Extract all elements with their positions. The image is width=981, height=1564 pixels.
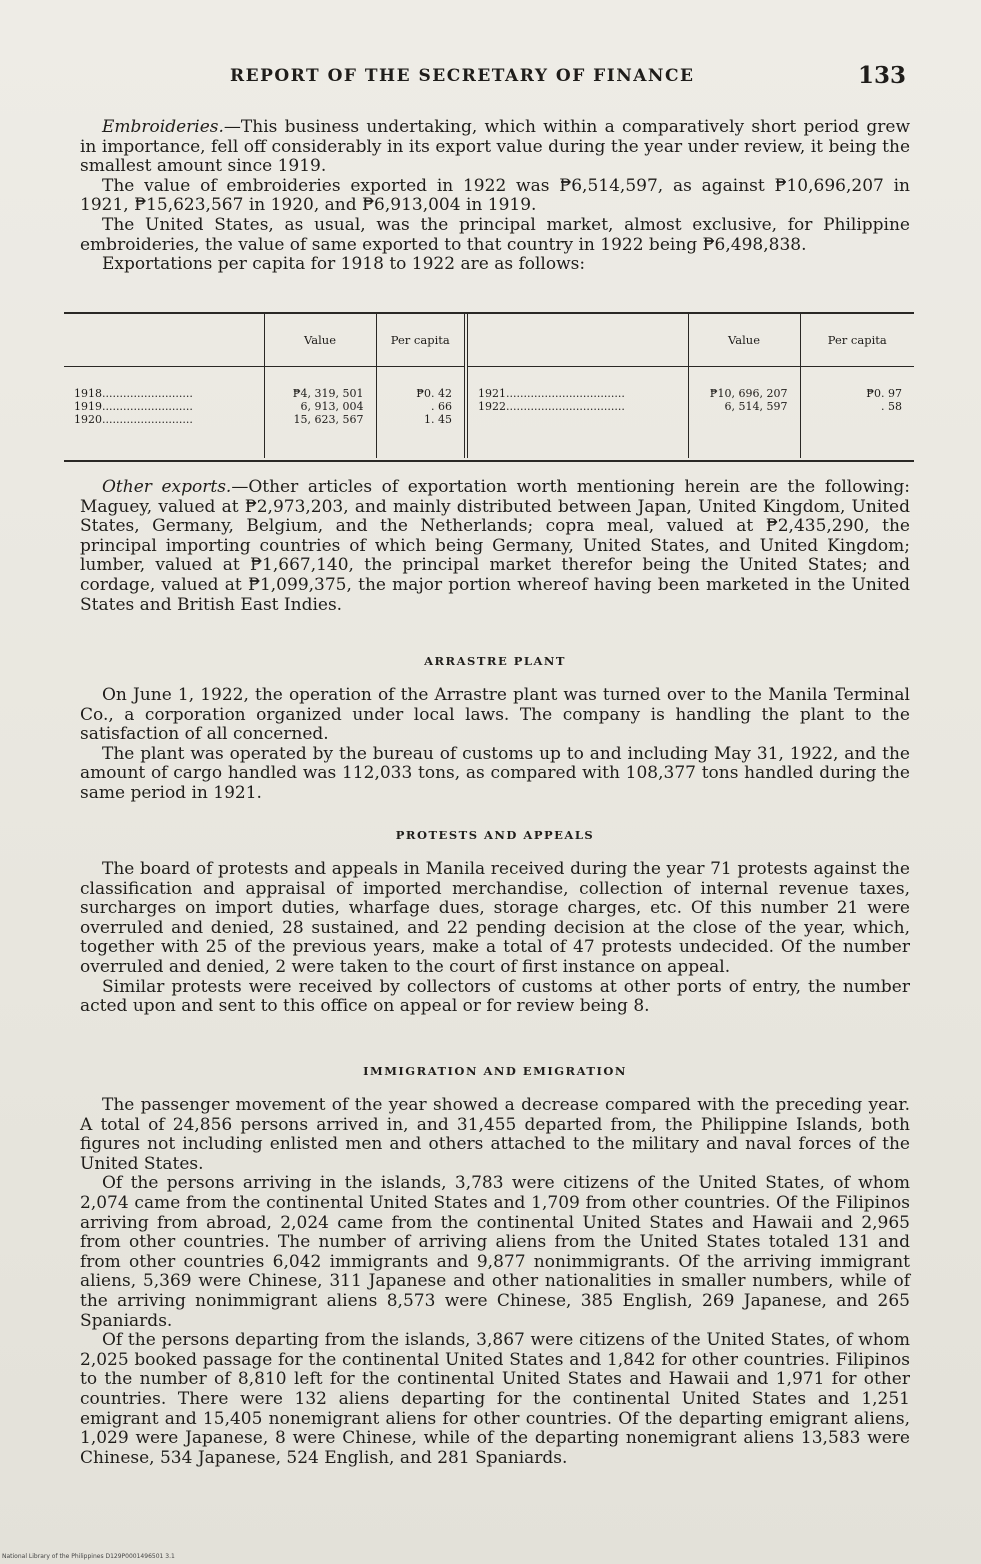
arrastre-paragraph-2: The plant was operated by the bureau of customs up to and including May 31, 1922, and the amount of cargo handled was 112,033 tons, as compared with 108,377 tons handled during the same period in 1921. — [80, 743, 910, 803]
immigration-section — [80, 1096, 910, 1468]
embroideries-section — [80, 118, 910, 275]
protests-paragraph-1: The board of protests and appeals in Manila received during the year 71 protests against the classification and appraisal of imported merchandise, collection of internal revenue taxes, surcharges on import duties, wharfage dues, storage charges, etc. Of this number 21 were overruled and denied, 28 sustained, and 22 pending decision at the close of the year, which, together with 25 of the previous years, make a total of 47 protests undecided. Of the number overruled and denied, 2 were taken to the court of first instance on appeal. — [80, 859, 910, 977]
value-cell: ₱4, 319, 501 — [292, 387, 364, 400]
immigration-paragraph-1: The passenger movement of the year showed a decrease compared with the preceding year. A total of 24,856 persons arrived in, and 31,455 departed from, the Philippine Islands, both figures not including enlisted men and others attached to the military and naval forces of the United States. — [80, 1095, 910, 1174]
immigration-paragraph-2: Of the persons arriving in the islands, 3,783 were citizens of the United States, of whom 2,074 came from the continental United States and 1,709 from other countries. Of the Filipinos arriving from abroad, 2,024 came from the continental United States and Hawaii and 2,965 from other countries. The number of arriving aliens from the United States totaled 131 and from other countries 6,042 immigrants and 9,877 nonimmigrants. Of the arriving immigrant aliens, 5,369 were Chinese, 311 Japanese and other nationalities in smaller numbers, while of the arriving nonimmigrant aliens 8,573 were Chinese, 385 English, 269 Japanese, and 265 Spaniards. — [80, 1173, 910, 1331]
embroideries-paragraph-1: Embroideries.—This business undertaking, which within a comparatively short period grew in importance, fell off considerably in its export value during the year under review, it being the smallest amount since 1919. — [80, 117, 910, 177]
table-header-value-right: Value — [688, 314, 800, 367]
per-capita-value: ₱0. 97 — [866, 387, 902, 400]
per-capita-table — [64, 312, 914, 462]
value-cell: 6, 514, 597 — [724, 400, 788, 413]
arrastre-heading: ARRASTRE PLANT — [424, 654, 566, 668]
left-per-capita-cell — [376, 367, 466, 459]
left-values-cell — [264, 367, 376, 459]
per-capita-value: ₱0. 42 — [416, 387, 452, 400]
table-header-value-left: Value — [264, 314, 376, 367]
value-cell: ₱10, 696, 207 — [709, 387, 788, 400]
arrastre-section — [80, 686, 910, 804]
page-number: 133 — [857, 62, 906, 89]
page-header — [80, 62, 910, 92]
value-cell: 6, 913, 004 — [300, 400, 364, 413]
other-exports-paragraph: Other exports.—Other articles of exportation worth mentioning herein are the following: Maguey, valued at ₱2,973,203, and mainly distributed between Japan, United Kingdom, United States, Germany, Belgium, and the Netherlands; copra meal, valued at ₱2,435,290, the principal importing countries of which being Germany, United States, and United Kingdom; lumber, valued at ₱1,667,140, the principal market therefor being the United States; and cordage, valued at ₱1,099,375, the major portion whereof having been marketed in the United States and British East Indies. — [80, 477, 910, 615]
table-body-row — [64, 367, 914, 459]
year-label: 1919.......................... — [74, 400, 193, 413]
table-header-row — [64, 314, 914, 367]
per-capita-value: . 66 — [431, 400, 452, 413]
left-years-cell — [64, 367, 264, 459]
right-per-capita-cell — [800, 367, 914, 459]
year-label: 1921.................................. — [478, 387, 625, 400]
protests-paragraph-2: Similar protests were received by collectors of customs at other ports of entry, the number acted upon and sent to this office on appeal or for review being 8. — [80, 976, 910, 1017]
per-capita-value: 1. 45 — [424, 413, 452, 426]
embroideries-paragraph-2: The value of embroideries exported in 1922 was ₱6,514,597, as against ₱10,696,207 in 1921, ₱15,623,567 in 1920, and ₱6,913,004 in 1919. — [80, 175, 910, 216]
immigration-paragraph-3: Of the persons departing from the islands, 3,867 were citizens of the United States, of whom 2,025 booked passage for the continental United States and 1,842 for other countries. Filipinos to the number of 8,810 left for the continental United States and Hawaii and 1,971 for other countries. There were 132 aliens departing for the continental United States and 1,251 emigrant and 15,405 nonemigrant aliens for other countries. Of the departing emigrant aliens, 1,029 were Japanese, 8 were Chinese, while of the departing nonemigrant aliens 13,583 were Chinese, 534 Japanese, 524 English, and 281 Spaniards. — [80, 1330, 910, 1468]
other-exports-section — [80, 478, 910, 615]
right-values-cell — [688, 367, 800, 459]
embroideries-paragraph-3: The United States, as usual, was the principal market, almost exclusive, for Philippine embroideries, the value of same exported to that country in 1922 being ₱6,498,838. — [80, 214, 910, 255]
other-exports-caption: Other exports. — [102, 477, 232, 497]
per-capita-value: . 58 — [881, 400, 902, 413]
immigration-heading: IMMIGRATION AND EMIGRATION — [363, 1064, 627, 1078]
arrastre-paragraph-1: On June 1, 1922, the operation of the Arrastre plant was turned over to the Manila Terminal Co., a corporation organized under local laws. The company is handling the plant to the satisfaction of all concerned. — [80, 685, 910, 745]
running-head: REPORT OF THE SECRETARY OF FINANCE — [230, 66, 695, 86]
year-label: 1922.................................. — [478, 400, 625, 413]
table-header-blank-right — [466, 314, 688, 367]
value-cell: 15, 623, 567 — [293, 413, 364, 426]
year-label: 1918.......................... — [74, 387, 193, 400]
embroideries-caption: Embroideries. — [102, 117, 224, 137]
protests-section — [80, 860, 910, 1017]
table-header-per-capita-left: Per capita — [376, 314, 466, 367]
table-header-per-capita-right: Per capita — [800, 314, 914, 367]
protests-heading: PROTESTS AND APPEALS — [395, 828, 595, 842]
table-header-blank-left — [64, 314, 264, 367]
right-years-cell — [466, 367, 688, 459]
library-footer: National Library of the Philippines D129P0001496501 3.1 — [2, 1553, 175, 1560]
embroideries-paragraph-4: Exportations per capita for 1918 to 1922 are as follows: — [102, 254, 586, 275]
year-label: 1920.......................... — [74, 413, 193, 426]
